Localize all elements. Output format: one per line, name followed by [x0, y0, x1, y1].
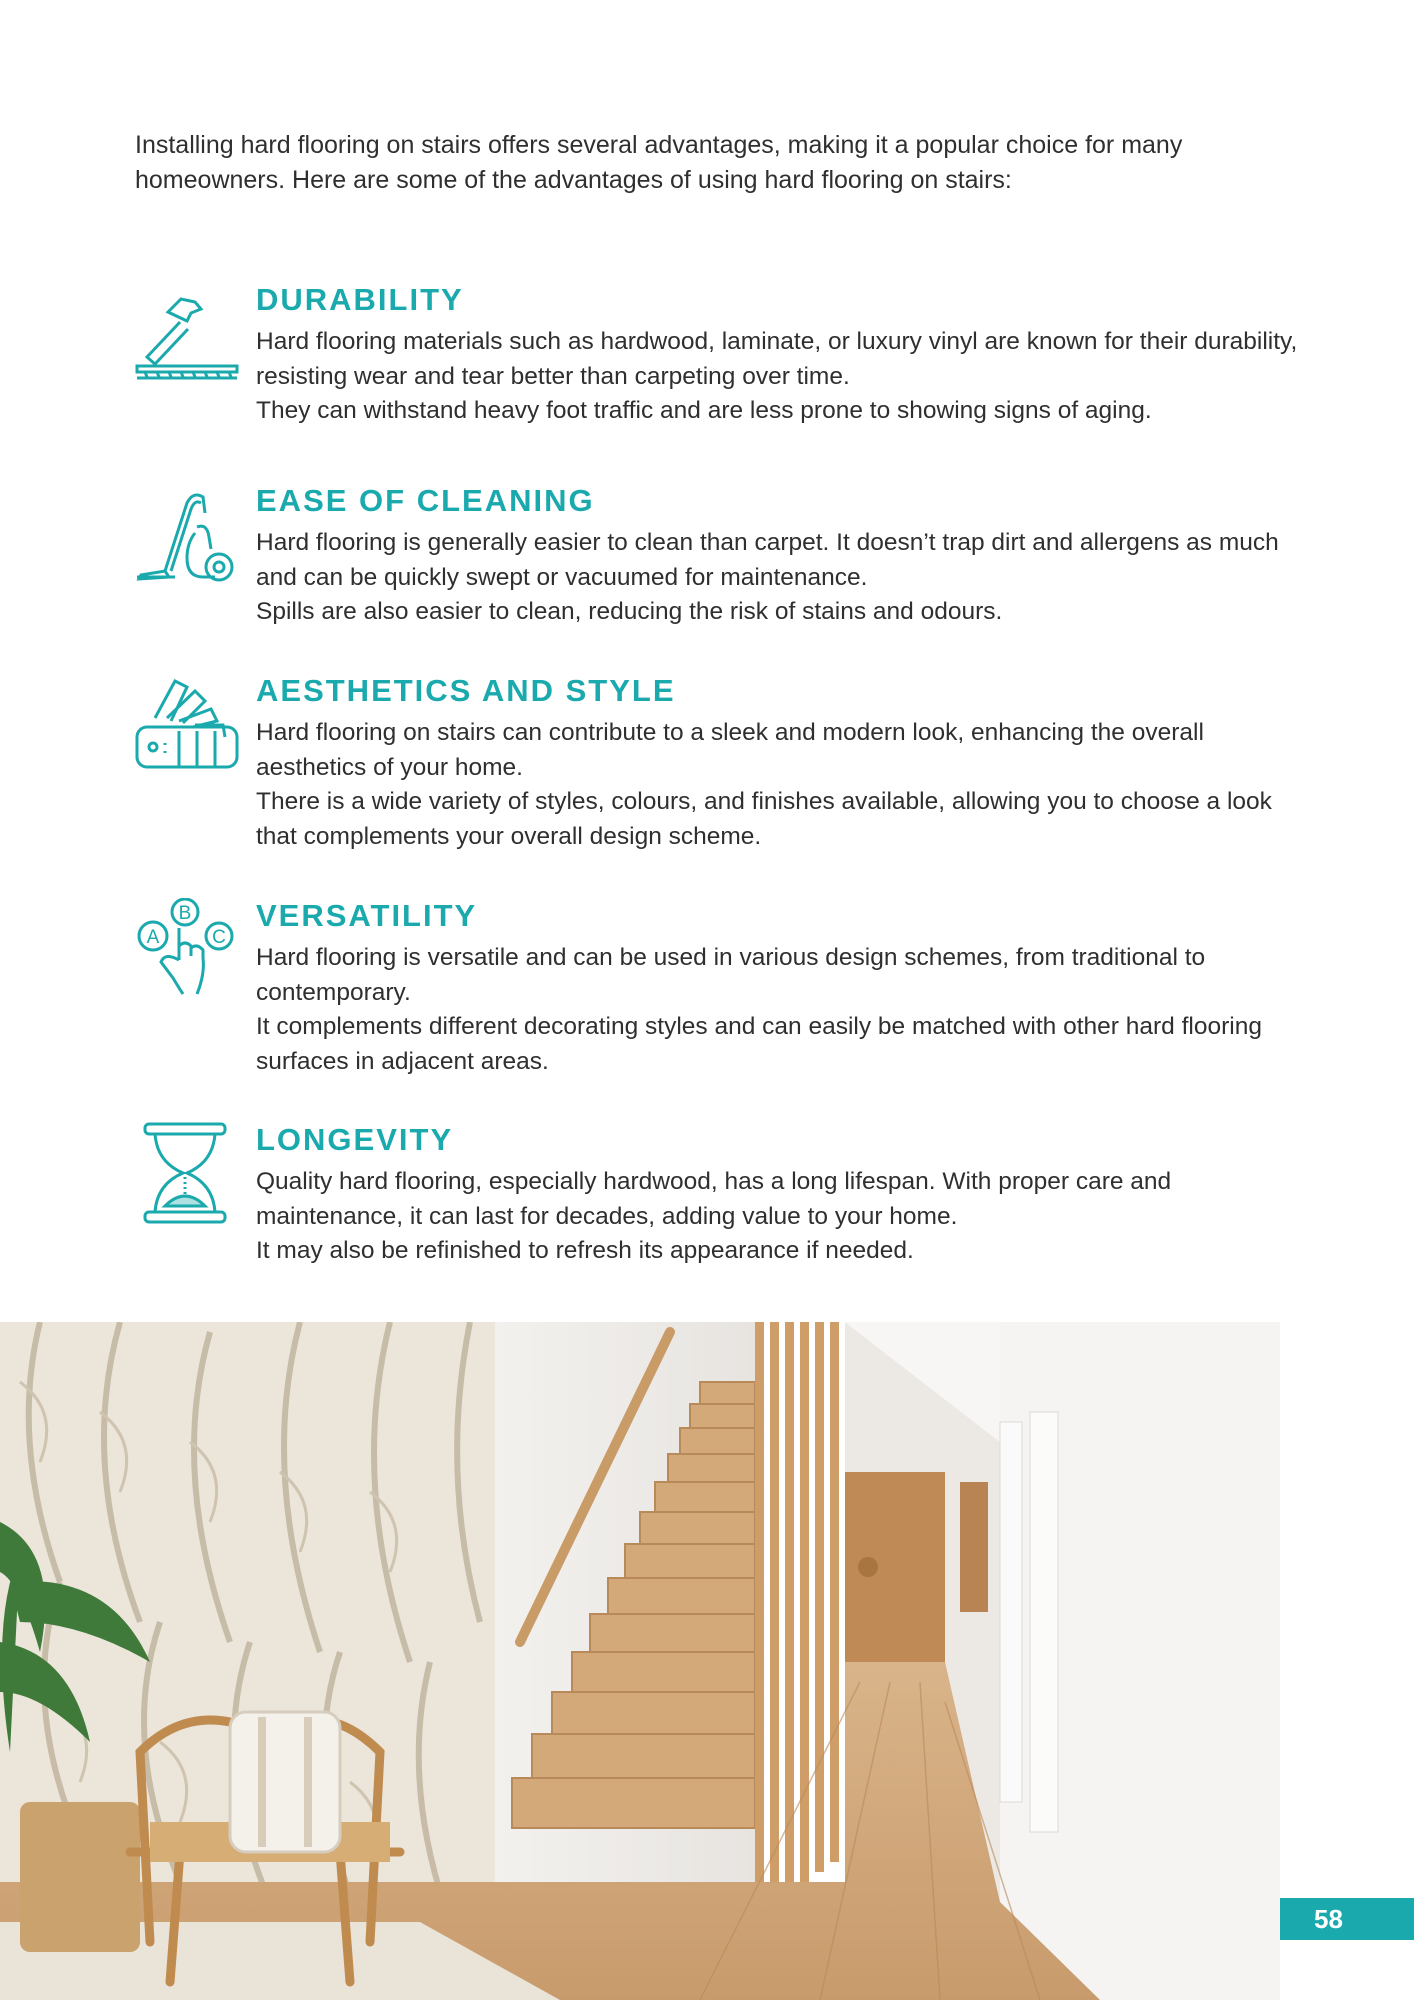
feature-line: It complements different decorating styles and can easily be matched with other hard flooring surfaces in adjacent areas. [256, 1013, 1262, 1075]
page-number: 58 [1280, 1898, 1414, 1940]
feature-body [256, 325, 1316, 429]
hand-choice-abc-icon [135, 898, 240, 1003]
feature-title: LONGEVITY [256, 1122, 454, 1157]
feature-line: Hard flooring is versatile and can be used in various design schemes, from traditional to contemporary. [256, 944, 1206, 1006]
feature-title: VERSATILITY [256, 898, 478, 933]
feature-line: Hard flooring is generally easier to clean than carpet. It doesn’t trap dirt and allergens as much and can be quickly swept or vacuumed for maintenance. [256, 529, 1279, 591]
vacuum-cleaner-icon [135, 483, 240, 588]
hammer-floor-icon [135, 282, 240, 387]
intro-paragraph: Installing hard flooring on stairs offers several advantages, making it a popular choice for many homeowners. Here are some of the advantages of using hard flooring on stairs: [135, 131, 1183, 194]
swatch-palette-icon [135, 673, 240, 778]
choice-letter-a: A [146, 927, 160, 948]
feature-line: They can withstand heavy foot traffic and are less prone to showing signs of aging. [256, 397, 1152, 424]
feature-body [256, 1165, 1316, 1269]
choice-letter-b: B [178, 903, 192, 924]
hourglass-icon [135, 1122, 240, 1227]
feature-line: It may also be refinished to refresh its appearance if needed. [256, 1237, 914, 1264]
feature-line: Hard flooring on stairs can contribute to a sleek and modern look, enhancing the overall aesthetics of your home. [256, 719, 1204, 781]
feature-body [256, 526, 1316, 630]
feature-title: AESTHETICS AND STYLE [256, 673, 676, 708]
feature-line: There is a wide variety of styles, colours, and finishes available, allowing you to choose a look that complements your overall design scheme. [256, 788, 1272, 850]
feature-title: DURABILITY [256, 282, 464, 317]
feature-title: EASE OF CLEANING [256, 483, 595, 518]
feature-line: Hard flooring materials such as hardwood, laminate, or luxury vinyl are known for their durability, resisting wear and tear better than carpeting over time. [256, 328, 1298, 390]
feature-line: Quality hard flooring, especially hardwood, has a long lifespan. With proper care and maintenance, it can last for decades, adding value to your home. [256, 1168, 1172, 1230]
feature-line: Spills are also easier to clean, reducing the risk of stains and odours. [256, 598, 1003, 625]
feature-body [256, 716, 1316, 854]
feature-body [256, 941, 1316, 1079]
choice-letter-c: C [212, 927, 226, 948]
staircase-photo [0, 1322, 1280, 2000]
